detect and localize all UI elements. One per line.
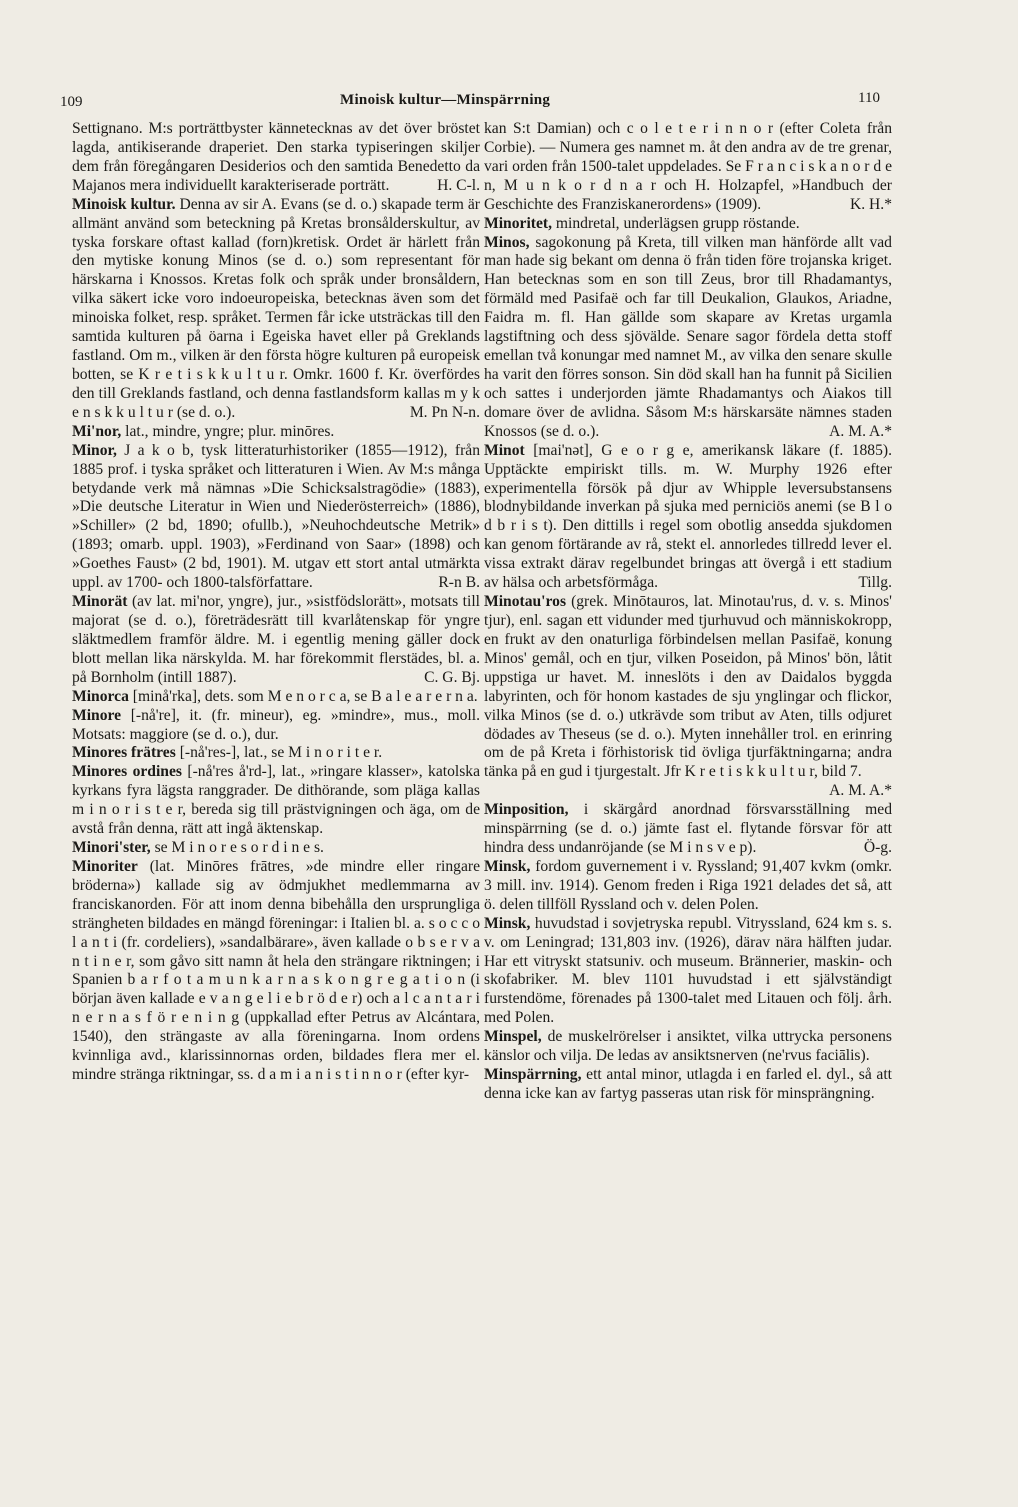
entry-text: sagokonung på Kreta, till vilken man hänförde allt vad man hade sig bekant om denna ö från tiden före trojanska kriget. Han betecknas som en son till Zeus, bror till Rhadamantys, förmäld med Pasifaë och far till Deukalion, Glaukos, Ariadne, Faidra m. fl. Han gällde som skapare av Kretas urgamla lagstiftning och dess sjövälde. Senare sagor fördela detta stoff emellan två konungar med namnet M., av vilka den senare skulle ha varit den förres sonson. Sin död skall han ha funnit på Sicilien och sattes i underjorden jämte Rhadamantys och Aiakos till domare över de avlidna. Såsom M:s härskarsäte nämnes staden Knossos (se d. o.). [484, 233, 892, 440]
encyclopedia-entry [72, 744, 480, 763]
entry-headword: Minot [484, 441, 525, 459]
entry-text: [-nå'res-], lat., se M i n o r i t e r. [179, 744, 383, 762]
entry-headword: Minores ordines [72, 763, 182, 781]
entry-text: kan S:t Damian) och c o l e t e r i n n o r (efter Coleta från Corbie). — Numera ges namnet m. åt den andra av de tre grenar, vari orden från 1500-talet uppdelades. Se F r a n c i s k a n o r d e n, M u n k o r d n a r och H. Holzapfel, »Handbuch der Geschichte des Franziskanerordens» (1909). [484, 120, 892, 213]
encyclopedia-entry [72, 707, 480, 745]
encyclopedia-entry [72, 839, 480, 858]
entry-headword: Minsk, [484, 914, 531, 932]
encyclopedia-entry [72, 763, 480, 839]
running-title: Minoisk kultur—Minspärrning [340, 92, 551, 108]
encyclopedia-entry [72, 120, 480, 196]
right-column [484, 120, 892, 1104]
entry-headword: Minposition, [484, 801, 569, 819]
entry-text: [-nå're], it. (fr. mineur), eg. »mindre», mus., moll. Motsats: maggiore (se d. o.), dur. [72, 706, 480, 743]
entry-text: se M i n o r e s o r d i n e s. [154, 839, 324, 857]
entry-signature: H. C-l. [437, 176, 480, 194]
entry-signature: R-n B. [438, 574, 480, 592]
encyclopedia-entry [484, 858, 892, 915]
entry-text: mindretal, underlägsen grupp röstande. [555, 214, 800, 232]
entry-text: Settignano. M:s porträttbyster kännetecknas av det över bröstet lagda, antikiserande draperiet. Den starka typiseringen skiljer dem från föregångaren Desiderios och den samtida Benedetto da Majanos mera individuellt karakteriserade porträtt. [72, 120, 480, 194]
entry-headword: Minoritet, [484, 214, 552, 232]
entry-headword: Minsk, [484, 857, 531, 875]
entry-text: (lat. Minōres frātres, »de mindre eller ringare bröderna») kallade sig av ödmjukhet medlemmarna av franciskanorden. För att inom denna bibehålla den ursprungliga strängheten bildades en mängd föreningar: i Italien bl. a. s o c c o l a n t i (fr. cordeliers), »sandalbärare», även kallade o b s e r v a n t i n e r, som gåvo sitt namn åt hela den strängare riktningen; i Spanien b a r f o t a m u n k a r n a s k o n g r e g a t i o n (i början även kallade e v a n g e l i e b r ö d e r) och a l c a n t a r i n e r n a s f ö r e n i n g (uppkallad efter Petrus av Alcántara, 1540), den strängaste av alla föreningarna. Inom ordens kvinnliga avd., klarissinnornas orden, bildades flera mer el. mindre stränga riktningar, ss. d a m i a n i s t i n n o r (efter kyr- [72, 857, 480, 1084]
entry-text: de muskelrörelser i ansiktet, vilka uttrycka personens känslor och vilja. De ledas av ansiktsnerven (ne'rvus faciālis). [484, 1028, 892, 1065]
encyclopedia-entry [484, 1028, 892, 1066]
entry-headword: Minore [72, 706, 122, 724]
entry-headword: Minor, [72, 441, 117, 459]
entry-signature: Tillg. [858, 574, 892, 592]
entry-text: (grek. Minōtauros, lat. Minotau'rus, d. v. s. Minos' tjur), enl. sagan ett vidunder med tjurhuvud och människokropp, en frukt av den onaturliga förbindelsen mellan Pasifaë, konung Minos' gemål, och en tjur, vilken Poseidon, på Minos' bön, låtit uppstiga ur havet. M. inneslöts i den av Daidalos byggda labyrinten, och för honom kastades de sju ynglingar och flickor, vilka Minos (se d. o.) utkrävde som tribut av Aten, tills odjuret dödades av Theseus (se d. o.). Myten innehåller trol. en erinring om de på Kreta i förhistorisk tid övliga tjurfäktningarna; andra tänka på en gud i tjurgestalt. Jfr K r e t i s k k u l t u r, bild 7. [484, 593, 892, 781]
entry-text: [-nå'res å'rd-], lat., »ringare klasser», katolska kyrkans fyra lägsta ranggrader. De dithörande, som pläga kallas m i n o r i s t e r, bereda sig till prästvigningen och äga, om de avstå från denna, rätt att ingå äktenskap. [72, 763, 481, 838]
entry-headword: Minori'ster, [72, 839, 151, 857]
entry-signature: Ö-g. [863, 839, 892, 857]
encyclopedia-entry [484, 120, 892, 215]
entry-headword: Minspel, [484, 1028, 542, 1046]
entry-headword: Minoisk kultur. [72, 195, 176, 213]
entry-text: J a k o b, tysk litteraturhistoriker (1855—1912), från 1885 prof. i tyska språket och litteraturen i Wien. Av M:s många betydande verk må nämnas »Die Schicksalstragödie» (1883), »Die deutsche Literatur in Wien und Niederösterreich» (1886), »Schiller» (2 bd, 1890; ofullb.), »Neuhochdeutsche Metrik» (1893; omarb. uppl. 1903), »Ferdinand von Saar» (1898) och »Goethes Faust» (2 bd, 1901). M. utgav ett stort antal utmärkta uppl. av 1700- och 1800-talsförfattare. [72, 441, 480, 592]
encyclopedia-entry [484, 801, 892, 858]
entry-headword: Minores frätres [72, 744, 176, 762]
encyclopedia-entry [72, 593, 480, 688]
encyclopedia-entry [72, 196, 480, 423]
encyclopedia-entry [72, 688, 480, 707]
entry-signature: M. Pn N-n. [409, 403, 480, 421]
entry-text: Denna av sir A. Evans (se d. o.) skapade term är allmänt använd som beteckning på Kretas bronsålderskultur, av tyska forskare oftast kallad (forn)kretisk. Ordet är härlett från den mytiske konung Minos (se d. o.) som representant för härskarna i Knossos. Kretas folk och språk under bronsåldern, vilka säkert icke voro indoeuropeiska, betecknas även som det minoiska folket, resp. språket. Termen får icke utsträckas till den samtida kulturen på öarna i Egeiska havet eller på Greklands fastland. Om m., vilken är den första högre kulturen på europeisk botten, se K r e t i s k k u l t u r. Omkr. 1600 f. Kr. överfördes den till Greklands fastland, och denna fastlandsform kallas m y k e n s k k u l t u r (se d. o.). [72, 195, 480, 421]
page-number-right: 110 [858, 90, 880, 106]
encyclopedia-entry [484, 915, 892, 1029]
entry-headword: Minotau'ros [484, 593, 567, 611]
entry-text: fordom guvernement i v. Ryssland; 91,407 kvkm (omkr. 3 mill. inv. 1914). Genom freden i Riga 1921 delades det så, att ö. delen tillföll Ryssland och v. delen Polen. [484, 857, 892, 913]
entry-text: [mai'nət], G e o r g e, amerikansk läkare (f. 1885). Upptäckte empiriskt tills. m. W. Murphy 1926 efter experimentella försök på djur av Whipple leversubstansens blodnybildande inverkan på sjuka med perniciös anemi (se B l o d b r i s t). Den dittills i regel som obotlig ansedda sjukdomen kan genom förtärande av rå, stekt el. annorledes tillredd lever el. vissa extrakt därav regelbundet bringas att övergå i ett stadium av hälsa och arbetsförmåga. [484, 441, 892, 592]
entry-text: lat., mindre, yngre; plur. minōres. [125, 422, 335, 440]
entry-text: (av lat. mi'nor, yngre), jur., »sistfödslorätt», motsats till majorat (se d. o.), företrädesrätt till kvarlåtenskap för yngre släktmedlem framför äldre. M. i egentlig mening gäller dock blott mellan lika närskyldа. M. har förekommit flerstädes, bl. a. på Bornholm (intill 1887). [72, 593, 480, 686]
entry-text: huvudstad i sovjetryska republ. Vitryssland, 624 km s. s. v. om Leningrad; 131,803 inv. (1926), därav nära hälften judar. Har ett vitryskt statsuniv. och museum. Brännerier, maskin- och skofabriker. M. blev 1101 huvudstad i ett självständigt furstendöme, förenades på 1300-talet med Litauen och följ. årh. med Polen. [484, 914, 892, 1027]
left-column [72, 120, 480, 1085]
entry-text: i skärgård anordnad försvarsställning med minspärrning (se d. o.) jämte fast el. flytande försvar för att hindra dess undanröjande (se M i n s v e p). [484, 801, 892, 857]
entry-headword: Minspärrning, [484, 1066, 582, 1084]
page-number-left: 109 [60, 94, 83, 110]
entry-headword: Minos, [484, 233, 530, 251]
entry-headword: Minoriter [72, 857, 138, 875]
entry-signature: K. H.* [849, 195, 892, 213]
encyclopedia-entry [484, 234, 892, 442]
running-header [60, 86, 880, 116]
entry-headword: Minorca [72, 687, 129, 705]
entry-text: [minå'rka], dets. som M e n o r c a, se B a l e a r e r n a. [132, 687, 478, 705]
encyclopedia-entry [484, 442, 892, 593]
encyclopedia-entry [72, 442, 480, 593]
encyclopedia-entry [484, 1066, 892, 1104]
entry-signature: A. M. A.* [829, 422, 892, 440]
entry-text: ett antal minor, utlagda i en farled el. dyl., så att denna icke kan av fartyg passeras utan risk för minsprängning. [484, 1066, 892, 1103]
encyclopedia-entry [484, 593, 892, 801]
encyclopedia-entry [72, 858, 480, 1085]
encyclopedia-entry [484, 215, 892, 234]
entry-headword: Mi'nor, [72, 422, 122, 440]
entry-headword: Minorät [72, 593, 128, 611]
entry-signature: C. G. Bj. [424, 668, 480, 686]
entry-signature: A. M. A.* [829, 782, 892, 800]
encyclopedia-entry [72, 423, 480, 442]
